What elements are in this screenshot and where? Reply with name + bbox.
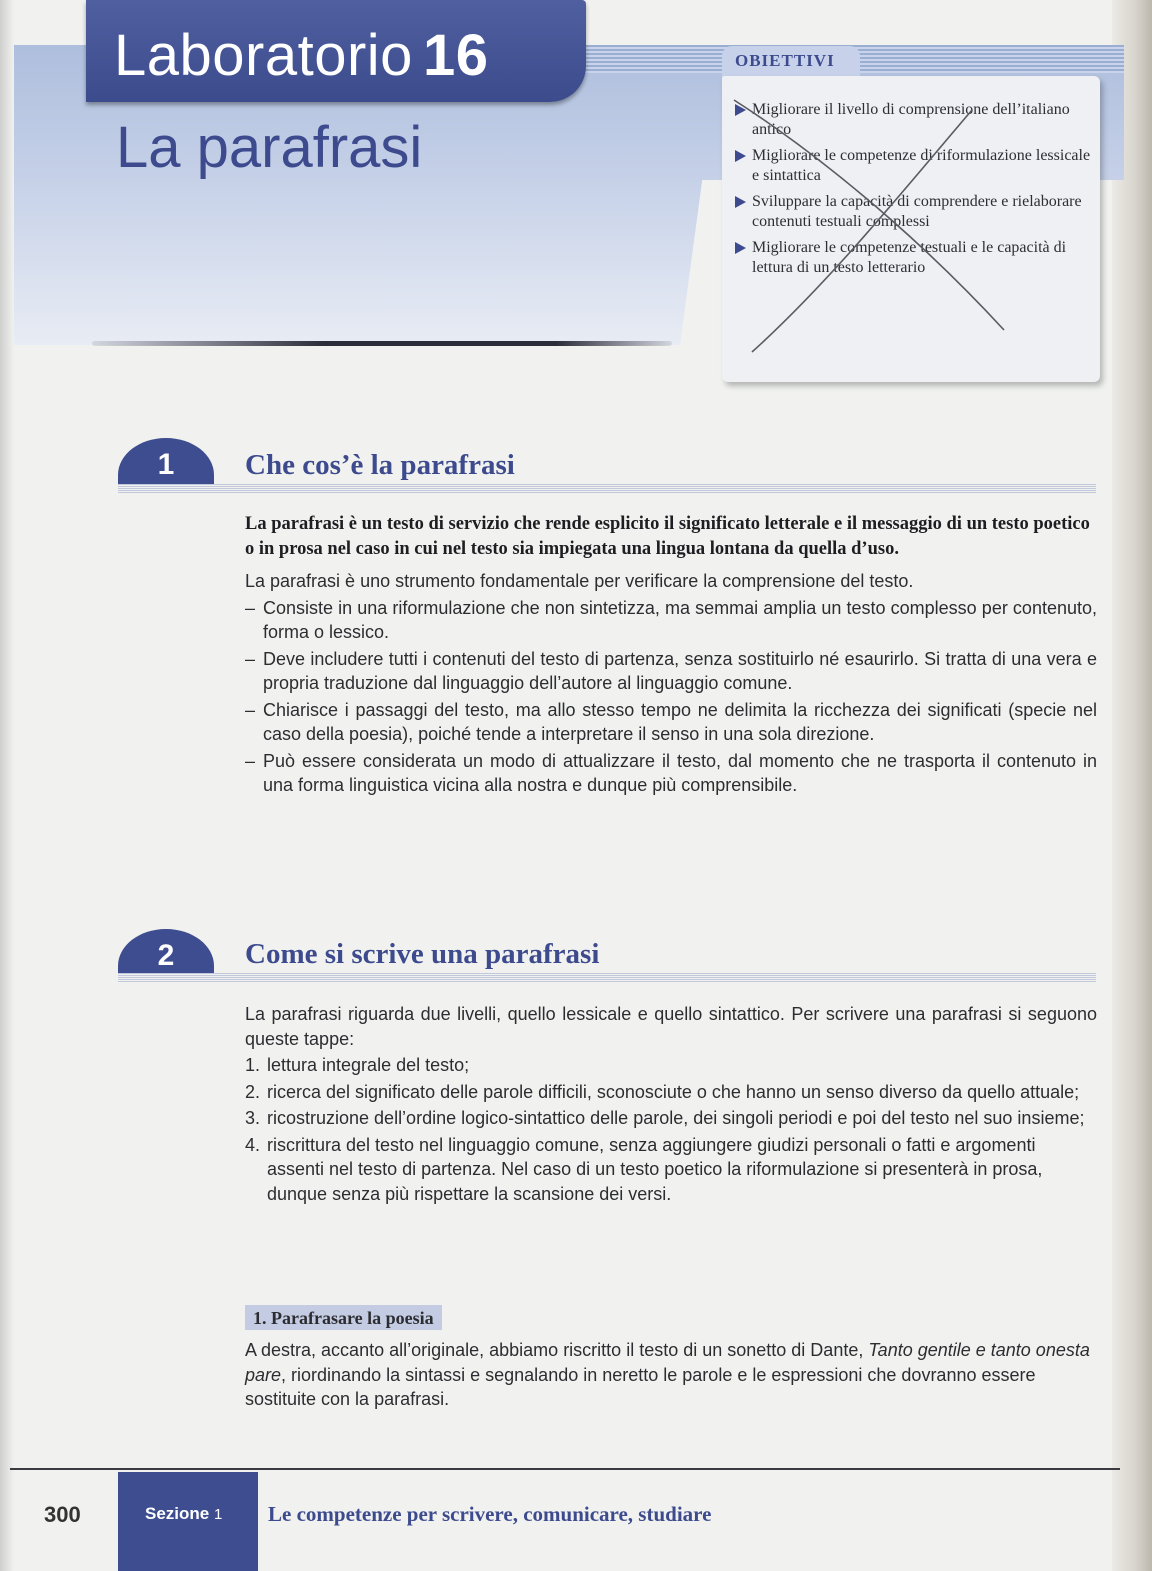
list-item: – Consiste in una riformulazione che non sintetizza, ma semmai amplia un testo complesso per contenuto, forma o lessico. — [245, 597, 1097, 642]
section1-intro: La parafrasi è uno strumento fondamentale per verificare la comprensione del testo. — [245, 571, 914, 591]
list-item: – Può essere considerata un modo di attualizzare il testo, dal momento che ne trasporta il contenuto in una forma linguistica vicina alla nostra e dunque più comprensibile. — [245, 750, 1097, 795]
list-item: 2. ricerca del significato delle parole difficili, sconosciute o che hanno un senso diverso da quello attuale; — [245, 1081, 1080, 1102]
objective-text: Migliorare le competenze di riformulazione lessicale e sintattica — [752, 147, 1091, 184]
section2-number: 2 — [157, 939, 175, 972]
triangle-bullet-icon — [735, 150, 746, 162]
list-item: 3. ricostruzione dell’ordine logico-sintattico delle parole, dei singoli periodi e poi del testo nel suo insieme; — [245, 1108, 1085, 1128]
section1-bullets — [245, 596, 1097, 798]
footer-title: Le competenze per scrivere, comunicare, studiare — [268, 1502, 712, 1526]
page-title: La parafrasi — [116, 115, 423, 180]
triangle-bullet-icon — [735, 242, 746, 254]
objective-item — [735, 146, 1095, 186]
header-rule — [92, 341, 672, 346]
list-item: – Chiarisce i passaggi del testo, ma allo stesso tempo ne delimita la ricchezza dei significati (specie nel caso della poesia), poiché tende a interpretare il senso in una sola direzione. — [245, 699, 1097, 744]
sonnet-title: Tanto gentile e tanto onesta pare — [245, 1340, 1090, 1385]
objective-item — [735, 100, 1095, 140]
lab-number: 16 — [422, 23, 489, 88]
objective-item — [735, 192, 1095, 232]
page-number: 300 — [44, 1502, 81, 1527]
objectives-list — [735, 100, 1095, 284]
lab-title — [114, 22, 488, 89]
objectives-label: OBIETTIVI — [735, 51, 835, 70]
section1-number: 1 — [157, 448, 175, 481]
list-item: – Deve includere tutti i contenuti del testo di partenza, senza sostituirlo né esaurirlo. Si tratta di una vera e propria traduzione dal linguaggio dell’autore al linguaggio comune. — [245, 648, 1097, 693]
section2-title: Come si scrive una parafrasi — [245, 938, 600, 970]
lab-word: Laboratorio — [114, 23, 413, 88]
triangle-bullet-icon — [735, 104, 746, 116]
objective-text: Sviluppare la capacità di comprendere e rielaborare contenuti testuali complessi — [752, 193, 1082, 230]
page-edge-right — [1112, 0, 1152, 1571]
list-item: 4. riscrittura del testo nel linguaggio comune, senza aggiungere giudizi personali o fatti e argomenti assenti nel testo di partenza. Nel caso di un testo poetico la riformulazione si presenterà in prosa, dunque senza più rispettare la scansione dei versi. — [245, 1134, 1043, 1204]
objective-text: Migliorare le competenze testuali e le capacità di lettura di un testo letterario — [752, 239, 1067, 276]
section-label: Sezione 1 — [145, 1504, 223, 1523]
triangle-bullet-icon — [735, 196, 746, 208]
section2-intro: La parafrasi riguarda due livelli, quello lessicale e quello sintattico. Per scrivere una parafrasi si seguono queste tappe: — [245, 1004, 1097, 1049]
section1-body — [245, 512, 1097, 798]
section2-body — [245, 1002, 1097, 1206]
section2-rule — [118, 973, 1096, 982]
objective-item — [735, 238, 1095, 278]
section1-lead: La parafrasi è un testo di servizio che rende esplicito il significato letterale e il messaggio di un testo poetico o in prosa nel caso in cui nel testo sia impiegata una lingua lontana da quella d’uso. — [245, 514, 1090, 559]
page-edge-left — [0, 0, 14, 1571]
section1-rule — [118, 484, 1096, 493]
subheading-parafrasare: 1. Parafrasare la poesia — [245, 1305, 442, 1330]
section2-steps — [245, 1053, 1097, 1206]
section1-title: Che cos’è la parafrasi — [245, 449, 515, 481]
list-item: 1. lettura integrale del testo; — [245, 1055, 470, 1075]
closing-paragraph: A destra, accanto all’originale, abbiamo riscritto il testo di un sonetto di Dante, Tanto gentile e tanto onesta pare, riordinando la sintassi e segnalando in neretto le parole e le espressioni che dovranno essere sostituite con la parafrasi. — [245, 1340, 1090, 1409]
footer-rule — [10, 1468, 1120, 1470]
objective-text: Migliorare il livello di comprensione dell’italiano antico — [752, 101, 1070, 138]
